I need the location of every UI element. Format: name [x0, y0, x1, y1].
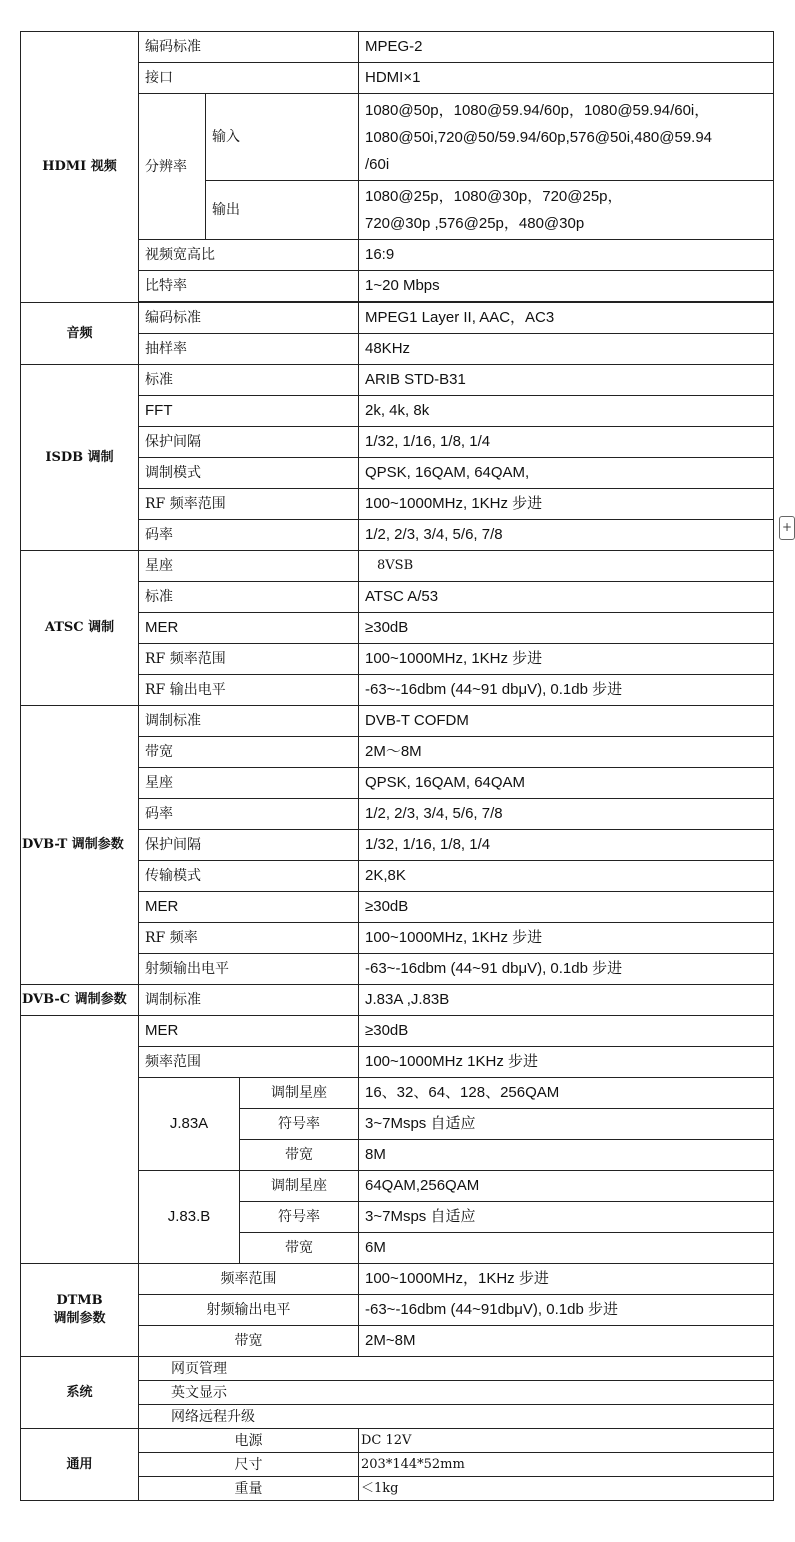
isdb-label: 调制模式 [139, 458, 359, 489]
system-item: 网络远程升级 [139, 1405, 774, 1429]
hdmi-output-label: 输出 [206, 181, 359, 240]
isdb-value: QPSK, 16QAM, 64QAM, [359, 458, 774, 489]
dvbc-freq-value: 100~1000MHz 1KHz 步进 [359, 1047, 774, 1078]
system-item: 英文显示 [139, 1381, 774, 1405]
spec-table [20, 31, 774, 1501]
hdmi-input-value [359, 94, 774, 181]
dvbc-mer-label: MER [139, 1016, 359, 1047]
atsc-label: RF 输出电平 [139, 675, 359, 706]
hdmi-output-line-1: 1080@25p，1080@30p，720@25p， [365, 188, 623, 205]
dtmb-label: 射频输出电平 [139, 1295, 359, 1326]
hdmi-input-label: 输入 [206, 94, 359, 181]
general-label: 尺寸 [139, 1453, 359, 1477]
isdb-label: RF 频率范围 [139, 489, 359, 520]
hdmi-interface-label: 接口 [139, 63, 359, 94]
dvbc-j83b-label: 带宽 [240, 1233, 359, 1264]
isdb-category: ISDB 调制 [21, 365, 139, 551]
dvbt-value: 1/2, 2/3, 3/4, 5/6, 7/8 [359, 799, 774, 830]
dtmb-label: 频率范围 [139, 1264, 359, 1295]
dvbt-value: 1/32, 1/16, 1/8, 1/4 [359, 830, 774, 861]
atsc-value: ATSC A/53 [359, 582, 774, 613]
dvbc-j83b-value: 64QAM,256QAM [359, 1171, 774, 1202]
dvbc-j83b-label: 符号率 [240, 1202, 359, 1233]
hdmi-bitrate-label: 比特率 [139, 271, 359, 302]
dvbc-freq-label: 频率范围 [139, 1047, 359, 1078]
dtmb-category-line-1: DTMB [56, 1293, 103, 1308]
audio-encoding-value: MPEG1 Layer II, AAC，AC3 [359, 303, 774, 334]
isdb-value: 100~1000MHz, 1KHz 步进 [359, 489, 774, 520]
dvbc-std-label: 调制标准 [139, 985, 359, 1016]
general-value: ＜1kg [359, 1477, 774, 1501]
dvbt-label: RF 频率 [139, 923, 359, 954]
dvbc-mer-value: ≥30dB [359, 1016, 774, 1047]
dvbc-j83a-value: 3~7Msps 自适应 [359, 1109, 774, 1140]
dvbc-j83a-value: 16、32、64、128、256QAM [359, 1078, 774, 1109]
audio-sampling-label: 抽样率 [139, 334, 359, 365]
hdmi-interface-value: HDMI×1 [359, 63, 774, 94]
atsc-value: 100~1000MHz, 1KHz 步进 [359, 644, 774, 675]
isdb-value: 1/2, 2/3, 3/4, 5/6, 7/8 [359, 520, 774, 551]
dvbt-label: 射频输出电平 [139, 954, 359, 985]
general-label: 电源 [139, 1429, 359, 1453]
atsc-value: ≥30dB [359, 613, 774, 644]
dvbt-label: MER [139, 892, 359, 923]
hdmi-bitrate-value: 1~20 Mbps [359, 271, 774, 302]
dvbt-value: 100~1000MHz, 1KHz 步进 [359, 923, 774, 954]
dtmb-category-line-2: 调制参数 [53, 1311, 106, 1326]
dvbt-label: 码率 [139, 799, 359, 830]
isdb-label: 码率 [139, 520, 359, 551]
audio-category: 音频 [21, 303, 139, 365]
dvbt-label: 带宽 [139, 737, 359, 768]
dtmb-value: -63~-16dbm (44~91dbμV), 0.1db 步进 [359, 1295, 774, 1326]
hdmi-input-line-2: 1080@50i,720@50/59.94/60p,576@50i,480@59.94 [365, 128, 713, 146]
dvbc-j83b-value: 6M [359, 1233, 774, 1264]
isdb-value: 2k, 4k, 8k [359, 396, 774, 427]
dvbc-category: DVB-C 调制参数 [21, 985, 139, 1016]
hdmi-resolution-label: 分辨率 [139, 94, 206, 240]
isdb-label: 标准 [139, 365, 359, 396]
dvbt-value: QPSK, 16QAM, 64QAM [359, 768, 774, 799]
atsc-label: 星座 [139, 551, 359, 582]
audio-encoding-label: 编码标准 [139, 303, 359, 334]
dvbc-category-continued [21, 1016, 139, 1264]
dvbt-value: DVB-T COFDM [359, 706, 774, 737]
general-label: 重量 [139, 1477, 359, 1501]
system-item: 网页管理 [139, 1357, 774, 1381]
dtmb-value: 2M~8M [359, 1326, 774, 1357]
dvbc-j83a-value: 8M [359, 1140, 774, 1171]
hdmi-category: HDMI 视频 [21, 32, 139, 303]
hdmi-output-value [359, 181, 774, 240]
hdmi-output-line-2: 720@30p ,576@25p，480@30p [365, 215, 585, 232]
isdb-label: FFT [139, 396, 359, 427]
atsc-label: MER [139, 613, 359, 644]
audio-sampling-value: 48KHz [359, 334, 774, 365]
expand-plus-icon[interactable]: + [779, 516, 795, 540]
dvbt-value: -63~-16dbm (44~91 dbμV), 0.1db 步进 [359, 954, 774, 985]
dtmb-label: 带宽 [139, 1326, 359, 1357]
dvbc-j83b-label: 调制星座 [240, 1171, 359, 1202]
hdmi-aspect-value: 16:9 [359, 240, 774, 271]
atsc-value: -63~-16dbm (44~91 dbμV), 0.1db 步进 [359, 675, 774, 706]
dtmb-value: 100~1000MHz，1KHz 步进 [359, 1264, 774, 1295]
dvbc-j83a-name: J.83A [139, 1078, 240, 1171]
general-category: 通用 [21, 1429, 139, 1501]
system-category: 系统 [21, 1357, 139, 1429]
general-value: 203*144*52mm [359, 1453, 774, 1477]
dvbc-j83a-label: 符号率 [240, 1109, 359, 1140]
dvbt-label: 调制标准 [139, 706, 359, 737]
hdmi-input-line-1: 1080@50p，1080@59.94/60p，1080@59.94/60i， [365, 101, 710, 119]
dvbt-category: DVB-T 调制参数 [21, 706, 139, 985]
dvbc-j83b-name: J.83.B [139, 1171, 240, 1264]
general-value: DC 12V [359, 1429, 774, 1453]
dvbt-label: 星座 [139, 768, 359, 799]
atsc-category: ATSC 调制 [21, 551, 139, 706]
isdb-label: 保护间隔 [139, 427, 359, 458]
atsc-value: 8VSB [359, 551, 774, 582]
atsc-label: RF 频率范围 [139, 644, 359, 675]
isdb-value: ARIB STD-B31 [359, 365, 774, 396]
dvbt-label: 传输模式 [139, 861, 359, 892]
isdb-value: 1/32, 1/16, 1/8, 1/4 [359, 427, 774, 458]
dvbc-j83b-value: 3~7Msps 自适应 [359, 1202, 774, 1233]
dvbc-j83a-label: 调制星座 [240, 1078, 359, 1109]
hdmi-input-line-3: /60i [365, 155, 390, 173]
hdmi-encoding-label: 编码标准 [139, 32, 359, 63]
dtmb-category [21, 1264, 139, 1357]
dvbt-value: ≥30dB [359, 892, 774, 923]
hdmi-aspect-label: 视频宽高比 [139, 240, 359, 271]
dvbt-value: 2K,8K [359, 861, 774, 892]
dvbc-j83a-label: 带宽 [240, 1140, 359, 1171]
dvbc-std-value: J.83A ,J.83B [359, 985, 774, 1016]
hdmi-encoding-value: MPEG-2 [359, 32, 774, 63]
atsc-label: 标准 [139, 582, 359, 613]
dvbt-label: 保护间隔 [139, 830, 359, 861]
dvbt-value: 2M～8M [359, 737, 774, 768]
